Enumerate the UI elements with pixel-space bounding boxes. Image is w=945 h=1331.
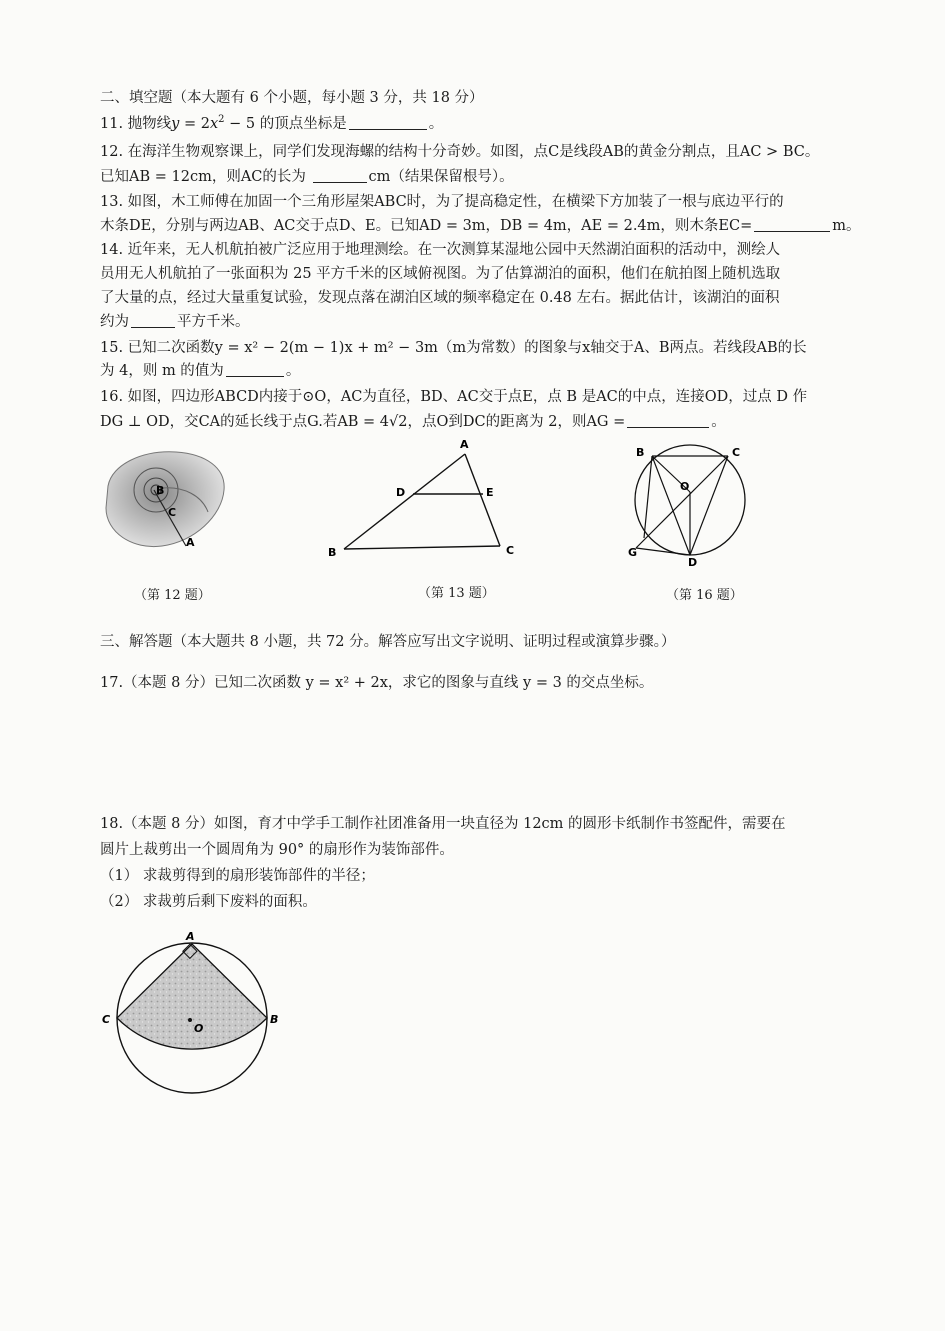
section3-heading: 三、解答题（本大题共 8 小题，共 72 分。解答应写出文字说明、证明过程或演算步骤。） bbox=[100, 634, 676, 650]
section2-heading: 二、填空题（本大题有 6 个小题，每小题 3 分，共 18 分） bbox=[100, 90, 484, 106]
question-12-line1: 12. 在海洋生物观察课上，同学们发现海螺的结构十分奇妙。如图，点C是线段AB的黄金分割点，且AC > BC。 bbox=[100, 144, 820, 160]
question-14-line2: 员用无人机航拍了一张面积为 25 平方千米的区域俯视图。为了估算湖泊的面积，他们在航拍图上随机选取 bbox=[100, 266, 781, 282]
caption-figure-16: （第 16 题） bbox=[666, 588, 743, 603]
question-11: 11. 抛物线$y = 2x^2 - 5$ 的顶点坐标是 。 bbox=[100, 114, 444, 132]
fig13-label-E: E bbox=[486, 486, 494, 499]
figure-13-triangle bbox=[320, 436, 530, 564]
fig18-label-A: A bbox=[186, 930, 195, 943]
fig13-label-A: A bbox=[460, 438, 469, 451]
question-14-line1: 14. 近年来，无人机航拍被广泛应用于地理测绘。在一次测算某湿地公园中天然湖泊面积的活动中，测绘人 bbox=[100, 242, 781, 258]
question-14-line3: 了大量的点，经过大量重复试验，发现点落在湖泊区域的频率稳定在 0.48 左右。据此估计，该湖泊的面积 bbox=[100, 290, 780, 306]
question-18-part1: （1） 求裁剪得到的扇形装饰部件的半径； bbox=[100, 868, 375, 884]
fig13-label-B: B bbox=[328, 546, 337, 559]
fig12-label-B: B bbox=[156, 484, 165, 497]
fig16-label-O: O bbox=[680, 480, 690, 493]
answer-blank-12[interactable] bbox=[313, 168, 367, 183]
fig13-label-D: D bbox=[396, 486, 406, 499]
answer-blank-14[interactable] bbox=[131, 313, 175, 328]
question-16-line2: DG ⊥ OD，交CA的延长线于点G.若AB = 4√2，点O到DC的距离为 2，则AG = 。 bbox=[100, 414, 726, 430]
answer-blank-13[interactable] bbox=[754, 217, 830, 232]
fig18-label-C: C bbox=[102, 1013, 111, 1026]
question-18-line1: 18.（本题 8 分）如图，育才中学手工制作社团准备用一块直径为 12cm 的圆形卡纸制作书签配件，需要在 bbox=[100, 816, 786, 832]
figure-16-circle bbox=[622, 442, 752, 568]
fig16-label-C: C bbox=[732, 446, 741, 459]
question-13-line2: 木条DE，分别与两边AB、AC交于点D、E。已知AD = 3m，DB = 4m，AE = 2.4m，则木条EC= m。 bbox=[100, 218, 861, 234]
answer-blank-15[interactable] bbox=[226, 362, 284, 377]
figure-18-sector bbox=[96, 922, 286, 1096]
question-18-line2: 圆片上裁剪出一个圆周角为 90° 的扇形作为装饰部件。 bbox=[100, 842, 454, 858]
question-13-line1: 13. 如图，木工师傅在加固一个三角形屋架ABC时，为了提高稳定性，在横梁下方加装了一根与底边平行的 bbox=[100, 194, 784, 210]
fig12-label-C: C bbox=[168, 506, 177, 519]
answer-blank-16[interactable] bbox=[627, 413, 709, 428]
fig18-label-B: B bbox=[270, 1013, 279, 1026]
fig16-label-G: G bbox=[628, 546, 638, 559]
fig12-label-A: A bbox=[186, 536, 195, 549]
question-12-line2: 已知AB = 12cm，则AC的长为 cm（结果保留根号）。 bbox=[100, 169, 514, 185]
caption-figure-12: （第 12 题） bbox=[134, 588, 211, 603]
caption-figure-13: （第 13 题） bbox=[418, 586, 495, 601]
question-15-line1: 15. 已知二次函数y = x² − 2(m − 1)x + m² − 3m（m为常数）的图象与x轴交于A、B两点。若线段AB的长 bbox=[100, 340, 807, 356]
question-18-part2: （2） 求裁剪后剩下废料的面积。 bbox=[100, 894, 317, 910]
question-15-line2: 为 4，则 m 的值为 。 bbox=[100, 363, 301, 379]
fig18-label-O: O bbox=[194, 1022, 204, 1035]
fig13-label-C: C bbox=[506, 544, 515, 557]
figure-12-shell bbox=[98, 446, 228, 554]
question-14-line4: 约为 平方千米。 bbox=[100, 314, 250, 330]
fig16-label-D: D bbox=[688, 556, 698, 568]
question-16-line1: 16. 如图，四边形ABCD内接于⊙O，AC为直径，BD、AC交于点E，点 B 是AC的中点，连接OD，过点 D 作 bbox=[100, 389, 808, 405]
answer-blank-11[interactable] bbox=[349, 115, 427, 130]
question-17: 17.（本题 8 分）已知二次函数 y = x² + 2x，求它的图象与直线 y = 3 的交点坐标。 bbox=[100, 675, 654, 691]
fig16-label-B: B bbox=[636, 446, 645, 459]
